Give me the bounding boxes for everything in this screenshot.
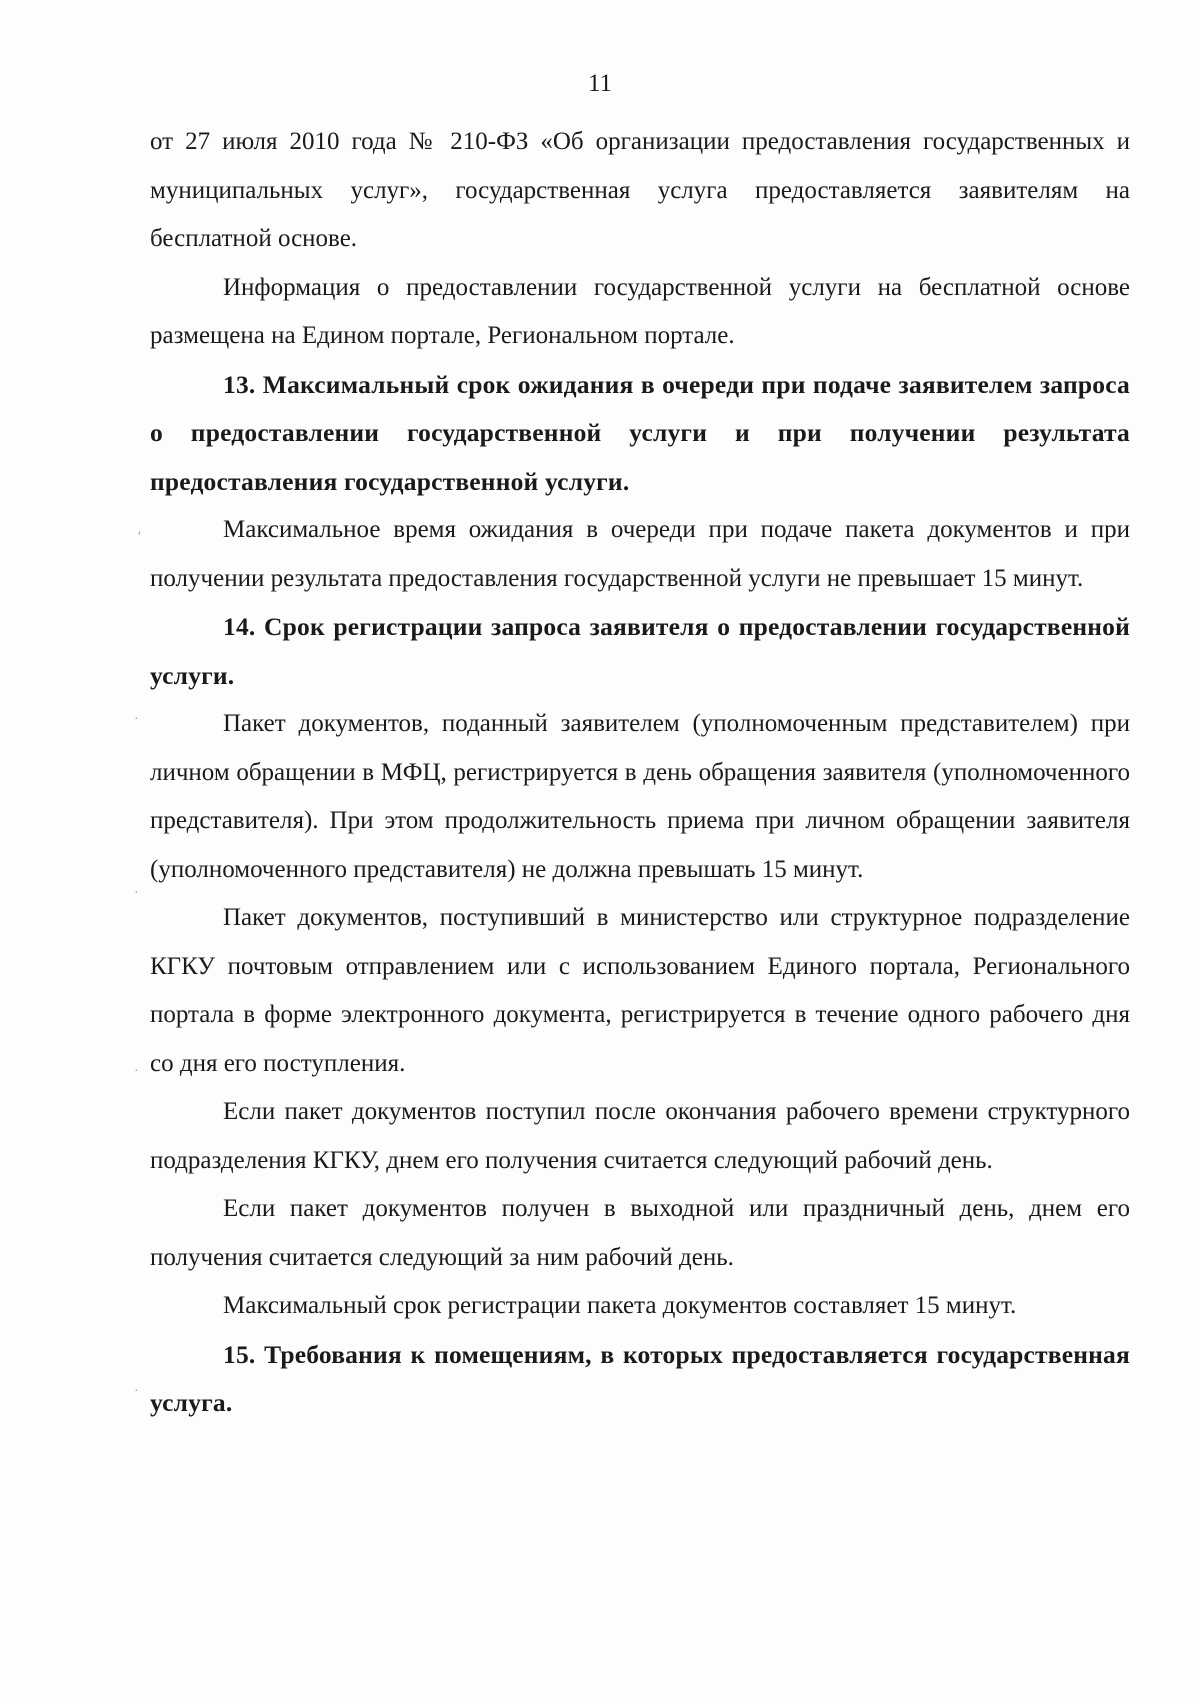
scan-mark: · — [134, 886, 139, 901]
scan-mark: ʹ — [138, 530, 142, 545]
section-heading-13: 13. Максимальный срок ожидания в очереди при подаче заявителем запроса о предоставлении государственной услуги и при получении результата предоставления государственной услуги. — [150, 369, 1130, 496]
paragraph-holiday: Если пакет документов получен в выходной или праздничный день, днем его получения считается следующий за ним рабочий день. — [150, 1195, 1130, 1271]
page-number: 11 — [587, 70, 613, 97]
paragraph-portal-info: Информация о предоставлении государственной услуги на бесплатной основе размещена на Едином портале, Региональном портале. — [150, 273, 1130, 349]
paragraph-queue-time: Максимальное время ожидания в очереди при подаче пакета документов и при получении результата предоставления государственной услуги не превышает 15 минут. — [150, 516, 1130, 592]
document-body — [150, 118, 1130, 1428]
paragraph-after-hours: Если пакет документов поступил после окончания рабочего времени структурного подразделения КГКУ, днем его получения считается следующий рабочий день. — [150, 1098, 1130, 1174]
section-heading-15: 15. Требования к помещениям, в которых предоставляется государственная услуга. — [150, 1339, 1130, 1417]
scan-mark: · — [134, 712, 139, 727]
paragraph-registration-personal: Пакет документов, поданный заявителем (уполномоченным представителем) при личном обращении в МФЦ, регистрируется в день обращения заявителя (уполномоченного представителя). При этом продолжительность приема при личном обращении заявителя (уполномоченного представителя) не должна превышать 15 минут. — [150, 710, 1130, 883]
paragraph-fee-info: от 27 июля 2010 года № 210-ФЗ «Об организации предоставления государственных и муниципальных услуг», государственная услуга предоставляется заявителям на бесплатной основе. — [150, 128, 1130, 252]
scan-mark: · — [134, 1064, 139, 1079]
paragraph-max-registration: Максимальный срок регистрации пакета документов составляет 15 минут. — [223, 1292, 1017, 1319]
scan-mark: · — [134, 1384, 139, 1399]
paragraph-registration-mail: Пакет документов, поступивший в министерство или структурное подразделение КГКУ почтовым отправлением или с использованием Единого портала, Регионального портала в форме электронного документа, регистрируется в течение одного рабочего дня со дня его поступления. — [150, 904, 1130, 1077]
section-heading-14: 14. Срок регистрации запроса заявителя о предоставлении государственной услуги. — [150, 612, 1130, 690]
